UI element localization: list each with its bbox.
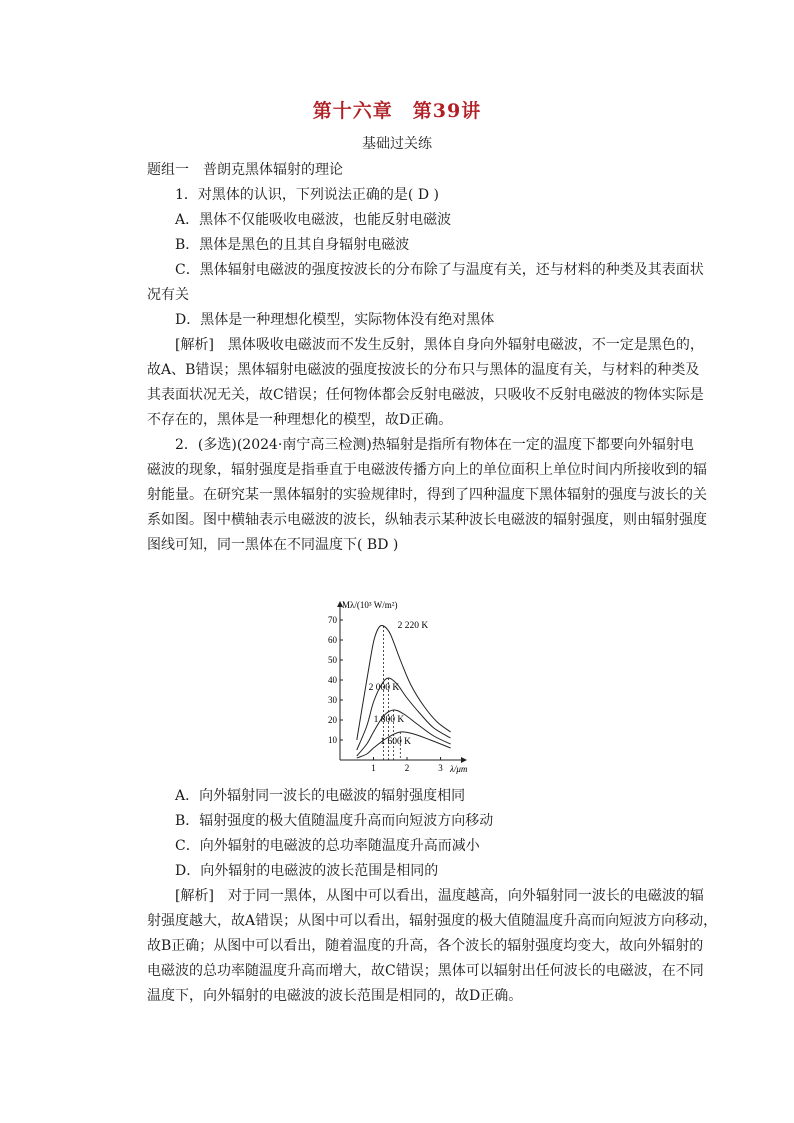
- q2-option-d: D．向外辐射的电磁波的波长范围是相同的: [175, 863, 439, 879]
- q2-analysis-line: 射强度越大，故A错误；从图中可以看出，辐射强度的极大值随温度升高而向短波方向移动，: [147, 913, 718, 929]
- x-tick-label: 1: [371, 763, 376, 773]
- series-label: 2 220 K: [397, 621, 429, 631]
- q2-option-a: A．向外辐射同一波长的电磁波的辐射强度相同: [175, 788, 466, 804]
- q2-analysis-line: 电磁波的总功率随温度升高而增大，故C错误；黑体可以辐射出任何波长的电磁波，在不同: [147, 963, 704, 979]
- x-axis-label: λ/μm: [450, 764, 468, 774]
- chapter-title: 第十六章 第39讲: [312, 100, 482, 122]
- q2-stem-line: 射能量。在研究某一黑体辐射的实验规律时，得到了四种温度下黑体辐射的强度与波长的关: [147, 487, 707, 503]
- y-tick-label: 30: [328, 695, 337, 705]
- series-label: 1 600 K: [380, 737, 411, 747]
- q1-analysis-line: 不存在的，黑体是一种理想化的模型，故D正确。: [147, 412, 453, 428]
- y-tick-label: 70: [328, 615, 337, 625]
- q2-stem-line: 磁波的现象，辐射强度是指垂直于电磁波传播方向上的单位面积上单位时间内所接收到的辐: [147, 462, 707, 478]
- q1-option-c: C．黑体辐射电磁波的强度按波长的分布除了与温度有关，还与材料的种类及其表面状: [175, 262, 704, 278]
- q1-option-a: A．黑体不仅能吸收电磁波，也能反射电磁波: [175, 212, 452, 228]
- y-tick-label: 20: [328, 715, 337, 725]
- q2-analysis-line: [解析] 对于同一黑体，从图中可以看出，温度越高，向外辐射同一波长的电磁波的辐: [175, 888, 704, 904]
- q2-analysis-line: 温度下，向外辐射的电磁波的波长范围是相同的，故D正确。: [147, 988, 523, 1004]
- q2-stem-line: 2．(多选)(2024·南宁高三检测)热辐射是指所有物体在一定的温度下都要向外辐射电: [175, 437, 694, 453]
- part-one: [147, 158, 707, 558]
- x-tick-label: 2: [404, 763, 410, 773]
- q1-option-d: D．黑体是一种理想化模型，实际物体没有绝对黑体: [175, 312, 495, 328]
- q2-option-c: C．向外辐射的电磁波的总功率随温度升高而减小: [175, 838, 480, 854]
- y-tick-label: 10: [328, 735, 337, 745]
- q1-analysis-line: 故A、B错误；黑体辐射电磁波的强度按波长的分布只与黑体的温度有关，与材料的种类及: [147, 362, 700, 378]
- q2-stem-line: 系如图。图中横轴表示电磁波的波长，纵轴表示某种波长电磁波的辐射强度，则由辐射强度: [147, 512, 707, 528]
- q2-analysis-line: 故B正确；从图中可以看出，随着温度的升高，各个波长的辐射强度均变大，故向外辐射的: [147, 938, 704, 954]
- y-tick-label: 50: [328, 655, 337, 665]
- q2-option-b: B．辐射强度的极大值随温度升高而向短波方向移动: [175, 813, 494, 829]
- y-tick-label: 60: [328, 635, 337, 645]
- part-two: [147, 784, 718, 1009]
- section-subtitle: 基础过关练: [362, 136, 432, 152]
- q1-analysis-line: 其表面状况无关，故C错误；任何物体都会反射电磁波，只吸收不反射电磁波的物体实际是: [147, 387, 704, 403]
- y-axis-label: Mλ/(10³ W/m²): [342, 600, 398, 610]
- blackbody-radiation-chart: [318, 596, 478, 776]
- series-label: 1 800 K: [373, 715, 405, 725]
- x-tick-label: 3: [438, 763, 443, 773]
- q1-analysis-line: [解析] 黑体吸收电磁波而不发生反射，黑体自身向外辐射电磁波，不一定是黑色的，: [175, 337, 704, 353]
- q1-option-b: B．黑体是黑色的且其自身辐射电磁波: [175, 237, 410, 253]
- y-tick-label: 40: [328, 675, 337, 685]
- series-label: 2 000 K: [368, 683, 400, 693]
- q1-stem: 1．对黑体的认识，下列说法正确的是( D ): [175, 187, 439, 203]
- q1-option-c-cont: 况有关: [147, 287, 189, 303]
- q2-stem-line: 图线可知，同一黑体在不同温度下( BD ): [147, 537, 399, 553]
- group-title: 题组一 普朗克黑体辐射的理论: [147, 162, 343, 178]
